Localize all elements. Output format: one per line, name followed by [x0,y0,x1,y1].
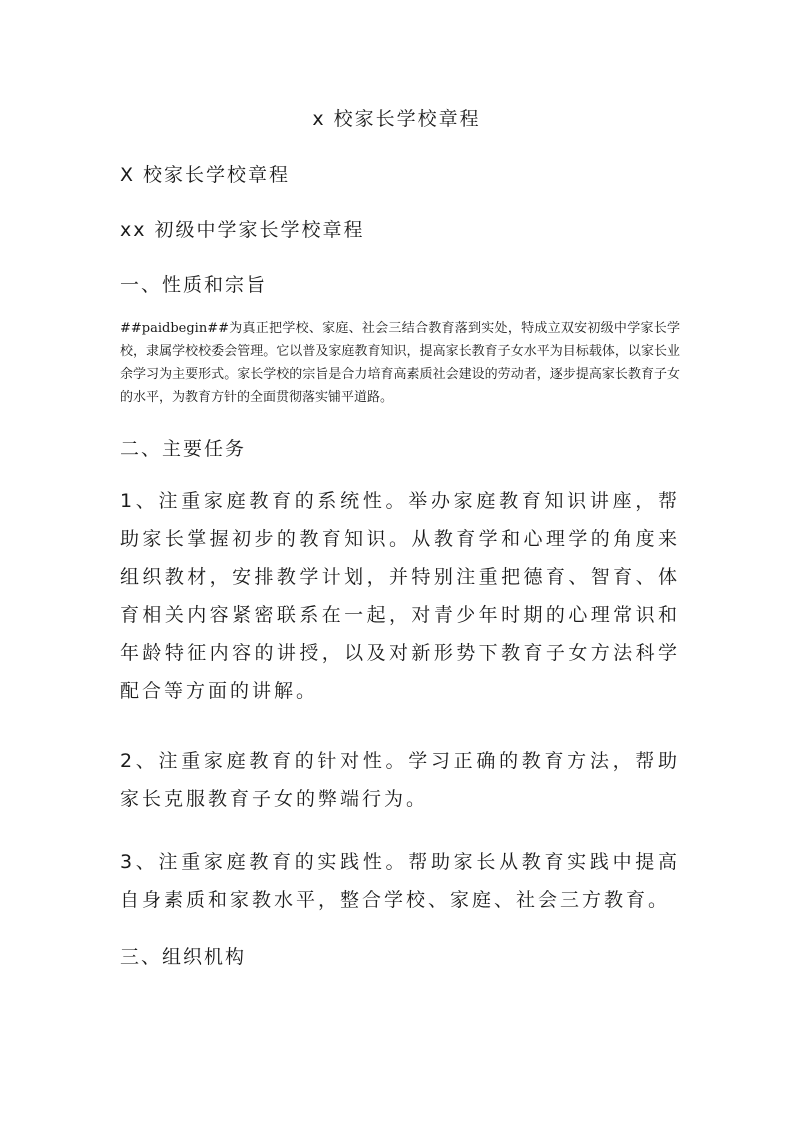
task-item-practical: 3、注重家庭教育的实践性。帮助家长从教育实践中提高自身素质和家教水平，整合学校、家庭、社会三方教育。 [120,851,680,911]
task-item-targeted: 2、注重家庭教育的针对性。学习正确的教育方法，帮助家长克服教育子女的弊端行为。 [120,750,680,810]
section-heading-nature-purpose: 一、性质和宗旨 [120,274,268,296]
heading-middle-school-charter: xx 初级中学家长学校章程 [120,219,365,241]
document-title: x 校家长学校章程 [312,108,481,130]
section-heading-main-tasks: 二、主要任务 [120,438,247,460]
heading-school-charter: X 校家长学校章程 [120,164,291,186]
section-heading-organization: 三、组织机构 [120,946,247,968]
section-paragraph-nature-purpose: ##paidbegin##为真正把学校、家庭、社会三结合教育落到实处，特成立双安初级中学家长学校，隶属学校校委会管理。它以普及家庭教育知识，提高家长教育子女水平为目标载体，以家长业余学习为主要形式。家长学校的宗旨是合力培育高素质社会建设的劳动者，逐步提高家长教育子女的水平，为教育方针的全面贯彻落实铺平道路。 [120,321,680,405]
task-item-systematic: 1、注重家庭教育的系统性。举办家庭教育知识讲座，帮助家长掌握初步的教育知识。从教育学和心理学的角度来组织教材，安排教学计划，并特别注重把德育、智育、体育相关内容紧密联系在一起，对青少年时期的心理常识和年龄特征内容的讲授，以及对新形势下教育子女方法科学配合等方面的讲解。 [120,490,680,702]
